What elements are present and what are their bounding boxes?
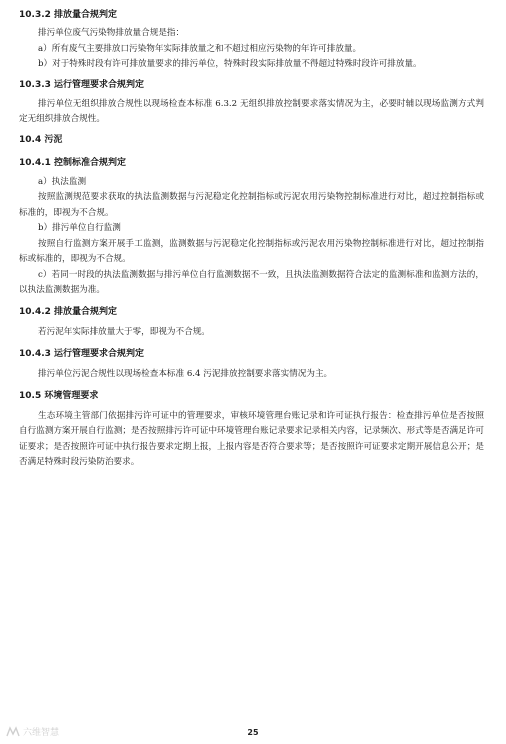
section-heading-10-4-2: 10.4.2 排放量合规判定 <box>19 306 118 317</box>
paragraph-unorganized-emission: 排污单位无组织排放合规性以现场检查本标准 6.3.2 无组织排放控制要求落实情况为主，必要时辅以现场监测方式判定无组织排放合规性。 <box>19 98 484 124</box>
section-heading-10-5: 10.5 环境管理要求 <box>19 390 99 401</box>
paragraph-enforcement-body: 按照监测规范要求获取的执法监测数据与污泥稳定化控制指标或污泥农用污染物控制标准进行对比，超过控制指标或标准的，即视为不合规。 <box>19 192 484 218</box>
paragraph-sludge-management: 排污单位污泥合规性以现场检查本标准 6.4 污泥排放控制要求落实情况为主。 <box>38 369 333 379</box>
paragraph-self-monitor-title: b）排污单位自行监测 <box>38 223 121 233</box>
paragraph-self-monitor-body: 按照自行监测方案开展手工监测，监测数据与污泥稳定化控制指标或污泥农用污染物控制标准进行对比，超过控制指标或标准的，即视为不合规。 <box>19 238 484 264</box>
paragraph-emission-a: a）所有废气主要排放口污染物年实际排放量之和不超过相应污染物的年许可排放量。 <box>38 43 362 54</box>
section-heading-10-3-3: 10.3.3 运行管理要求合规判定 <box>19 79 145 90</box>
paragraph-environmental-management: 生态环境主管部门依据排污许可证中的管理要求，审核环境管理台账记录和许可证执行报告：检查排污单位是否按照自行监测方案开展自行监测；是否按照排污许可证中环境管理台账记录要求记录相关内容，记录频次、形式等是否满足许可证要求；是否按照许可证中执行报告要求定期上报，上报内容是否符合要求等；是否按照许可证要求定期开展信息公开；是否满足特殊时段污染防治要求。 <box>19 410 484 467</box>
page-number: 25 <box>247 728 259 737</box>
section-heading-10-4-3: 10.4.3 运行管理要求合规判定 <box>19 349 145 359</box>
paragraph-emission-intro: 排污单位废气污染物排放量合规是指： <box>38 28 185 38</box>
paragraph-emission-b: b）对于特殊时段有许可排放量要求的排污单位，特殊时段实际排放量不得超过特殊时段许可排放量。 <box>38 59 422 69</box>
section-heading-10-4: 10.4 污泥 <box>19 134 63 145</box>
paragraph-sludge-emission: 若污泥年实际排放量大于零，即视为不合规。 <box>38 326 210 337</box>
section-heading-10-4-1: 10.4.1 控制标准合规判定 <box>19 157 127 168</box>
paragraph-enforcement-title: a）执法监测 <box>38 176 87 187</box>
watermark-text: 六维智慧 <box>23 728 60 738</box>
section-heading-10-3-2: 10.3.2 排放量合规判定 <box>19 10 118 20</box>
paragraph-data-conflict: c）若同一时段的执法监测数据与排污单位自行监测数据不一致，且执法监测数据符合法定的监测标准和监测方法的，以执法监测数据为准。 <box>19 269 484 295</box>
